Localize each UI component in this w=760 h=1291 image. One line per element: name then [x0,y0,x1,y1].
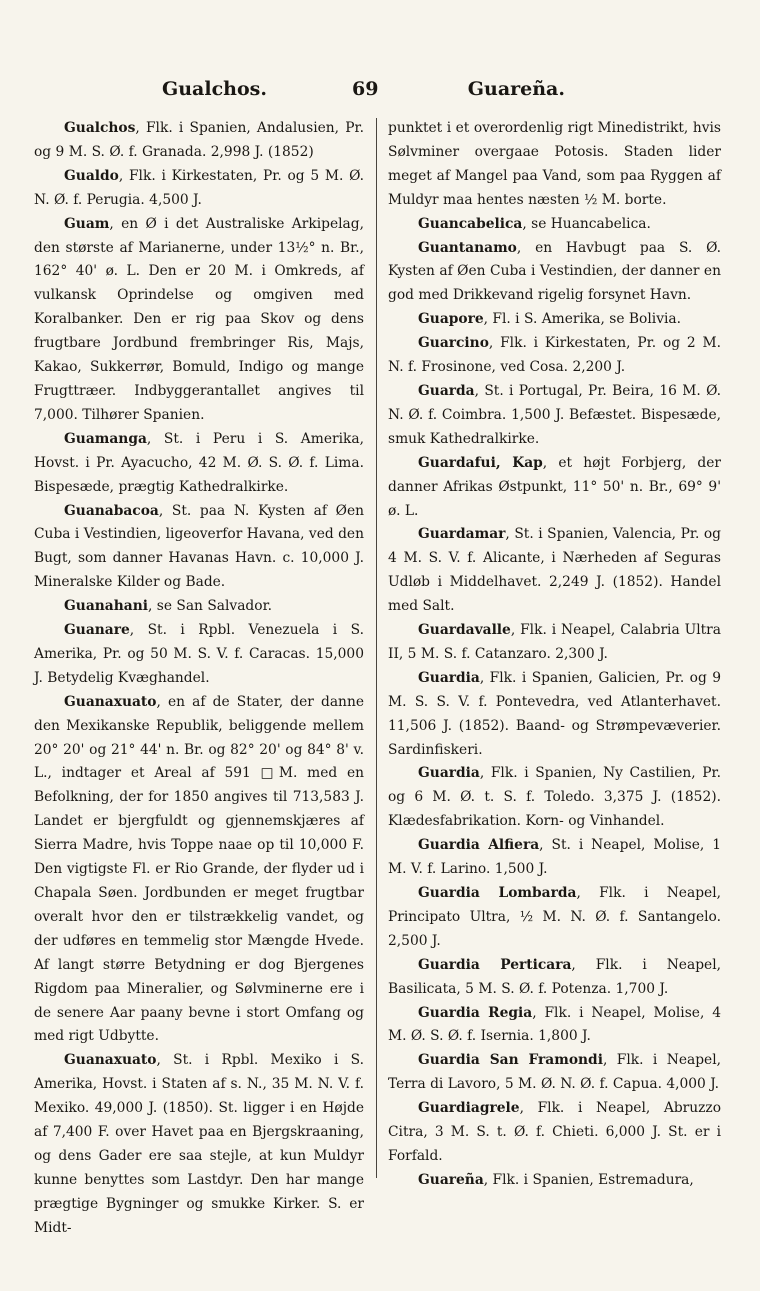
entry-headword: Guanare [64,622,130,639]
entry-text: , Flk. i Neapel, Abruzzo Citra, 3 M. S. t. Ø. f. Chieti. 6,000 J. St. er i Forfald. [388,1100,721,1164]
entry-headword: Guanabacoa [64,502,159,519]
entry [34,500,364,596]
entry-headword: Guanaxuato [64,693,157,710]
entry-text: , St. i Rpbl. Mexiko i S. Amerika, Hovst. i Staten af s. N., 35 M. N. V. f. Mexiko. 49,000 J. (1850). St. ligger i en Højde af 7,400 F. over Havet paa en Bjergskraaning, og dens Gader ere saa stejle, at kun Muldyr kunne benyttes som Lastdyr. Den har mange prægtige Bygninger og smukke Kirker. S. er Midt- [34,1052,364,1236]
header-right-guideword: Guareña. [467,78,565,100]
entry-text: , Flk. i Kirkestaten, Pr. og 2 M. N. f. Frosinone, ved Cosa. 2,200 J. [388,335,721,376]
running-header [0,78,760,108]
entry [34,165,364,213]
entry-text: , Flk. i Neapel, Terra di Lavoro, 5 M. Ø. N. Ø. f. Capua. 4,000 J. [388,1052,722,1093]
entry-headword: Guardafui, Kap [418,454,543,471]
entry-headword: Guardavalle [418,622,511,639]
entry-continuation [388,117,721,213]
entry [34,1049,364,1240]
entry [388,619,721,667]
column-divider [376,118,377,1178]
entry-text: , St. i Portugal, Pr. Beira, 16 M. Ø. N. Ø. f. Coimbra. 1,500 J. Befæstet. Bispesæde, smuk Kathedralkirke. [388,382,721,447]
entry [388,213,721,237]
entry [34,428,364,500]
entry-headword: Gualdo [64,167,119,184]
header-left-guideword: Gualchos. [162,78,267,100]
entry-text: , en Ø i det Australiske Arkipelag, den største af Marianerne, under 13½° n. Br., 162° 40' ø. L. Den er 20 M. i Omkreds, af vulkansk Oprindelse og omgiven med Koralbanker. Den er rig paa Skov og dens frugtbare Jordbund frembringer Ris, Majs, Kakao, Sukkerrør, Bomuld, Indigo og mange Frugttræer. Indbyggerantallet angives til 7,000. Tilhører Spanien. [34,215,364,423]
entry-headword: Guam [64,215,110,232]
entry [388,1049,721,1097]
entry-text: , Flk. i Kirkestaten, Pr. og 5 M. Ø. N. Ø. f. Perugia. 4,500 J. [34,167,364,208]
entry-text: , se San Salvador. [147,598,273,615]
entry-headword: Guanaxuato [64,1052,157,1069]
entry-text: , se Huancabelica. [522,215,651,232]
entry [388,1169,721,1193]
entry [388,308,721,332]
entry [34,691,364,1050]
entry [388,882,721,954]
entry [34,213,364,428]
entry [388,1002,721,1050]
entry-headword: Guanahani [64,598,148,615]
entry-text: , Flk. i Spanien, Ny Castilien, Pr. og 6 M. Ø. t. S. f. Toledo. 3,375 J. (1852). Klædesfabrikation. Korn- og Vinhandel. [388,765,721,830]
entry-text: , Flk. i Spanien, Estremadura, [483,1171,694,1188]
entry [388,762,721,834]
entry-text: , St. i Rpbl. Venezuela i S. Amerika, Pr. og 50 M. S. V. f. Caracas. 15,000 J. Betydelig Kvæghandel. [34,622,364,686]
page-number: 69 [352,78,379,100]
entry [388,1097,721,1169]
entry-text: , St. paa N. Kysten af Øen Cuba i Vestindien, ligeoverfor Havana, ved den Bugt, som danner Havanas Havn. c. 10,000 J. Mineralske Kilder og Bade. [34,502,364,591]
entry [34,619,364,691]
entry-headword: Guardiagrele [418,1100,520,1117]
entry-headword: Guardia San Framondi [418,1052,603,1069]
entry [388,523,721,619]
entry-text: , Fl. i S. Amerika, se Bolivia. [483,311,682,328]
entry-text: , en Havbugt paa S. Ø. Kysten af Øen Cuba i Vestindien, der danner en god med Drikkevand rigelig forsynet Havn. [388,239,721,304]
entry-headword: Guardia Alfiera [418,837,540,854]
right-column [388,117,721,1193]
entry-headword: Guardia [418,669,480,686]
entry-text: , Flk. i Spanien, Galicien, Pr. og 9 M. S. S. V. f. Pontevedra, ved Atlanterhavet. 11,506 J. (1852). Baand- og Strømpevæverier. Sardinfiskeri. [388,669,721,758]
entry-headword: Guapore [418,311,484,328]
entry [388,452,721,524]
entry-headword: Guantanamo [418,239,517,256]
left-column [34,117,364,1241]
entry-headword: Guamanga [64,430,147,447]
entry-text: , Flk. i Spanien, Andalusien, Pr. og 9 M. S. Ø. f. Granada. 2,998 J. (1852) [34,120,364,160]
entry [388,954,721,1002]
entry-headword: Guardia [418,765,480,782]
entry-headword: Guareña [418,1171,484,1188]
entry-text: , Flk. i Neapel, Molise, 4 M. Ø. S. Ø. f. Isernia. 1,800 J. [388,1004,721,1045]
entry [34,595,364,619]
entry-text: , St. i Peru i S. Amerika, Hovst. i Pr. Ayacucho, 42 M. Ø. S. Ø. f. Lima. Bispesæde, prægtig Kathedralkirke. [34,430,364,495]
entry-headword: Guardamar [418,526,506,543]
entry-headword: Guarda [418,382,475,399]
entry-text: , et højt Forbjerg, der danner Afrikas Østpunkt, 11° 50' n. Br., 69° 9' ø. L. [388,454,721,519]
entry-text: , Flk. i Neapel, Principato Ultra, ½ M. N. Ø. f. Santangelo. 2,500 J. [388,885,721,949]
entry-headword: Guancabelica [418,215,523,232]
entry-text: , Flk. i Neapel, Basilicata, 5 M. S. Ø. f. Potenza. 1,700 J. [388,956,721,997]
entry-headword: Guardia Perticara [418,956,572,973]
entry [388,332,721,380]
entry-text: , St. i Neapel, Molise, 1 M. V. f. Larino. 1,500 J. [388,837,721,878]
entry-headword: Guardia Lombarda [418,885,577,901]
entry-text: , Flk. i Neapel, Calabria Ultra II, 5 M. S. f. Catanzaro. 2,300 J. [388,622,721,662]
entry [388,380,721,452]
entry [34,117,364,165]
entry [388,834,721,882]
entry-headword: Guarcino [418,335,489,352]
entry-text: punktet i et overordenlig rigt Minedistrikt, hvis Sølvminer overgaae Potosis. Staden lider meget af Mangel paa Vand, som paa Ryggen af Muldyr maa hentes næsten ½ M. borte. [388,120,721,208]
entry [388,237,721,309]
entry-headword: Guardia Regia [418,1004,533,1021]
entry-text: , St. i Spanien, Valencia, Pr. og 4 M. S. V. f. Alicante, i Nærheden af Seguras Udløb i Middelhavet. 2,249 J. (1852). Handel med Salt. [388,526,721,615]
entry-headword: Gualchos [64,120,136,136]
entry [388,667,721,763]
entry-text: , en af de Stater, der danne den Mexikanske Republik, beliggende mellem 20° 20' og 21° 44' n. Br. og 82° 20' og 84° 8' v. L., indtager et Areal af 591 □M. med en Befolkning, der for 1850 angives til 713,583 J. Landet er bjergfuldt og gjennemskjæres af Sierra Madre, hvis Toppe naae op til 10,000 F. Den vigtigste Fl. er Rio Grande, der flyder ud i Chapala Søen. Jordbunden er meget frugtbar overalt hvor den er tilstrækkelig vandet, og der udføres en temmelig stor Mængde Hvede. Af langt større Betydning er dog Bjergenes Rigdom paa Mineralier, og Sølvminerne ere i de senere Aar paany bevne i stort Omfang og med rigt Udbytte. [34,693,364,1045]
